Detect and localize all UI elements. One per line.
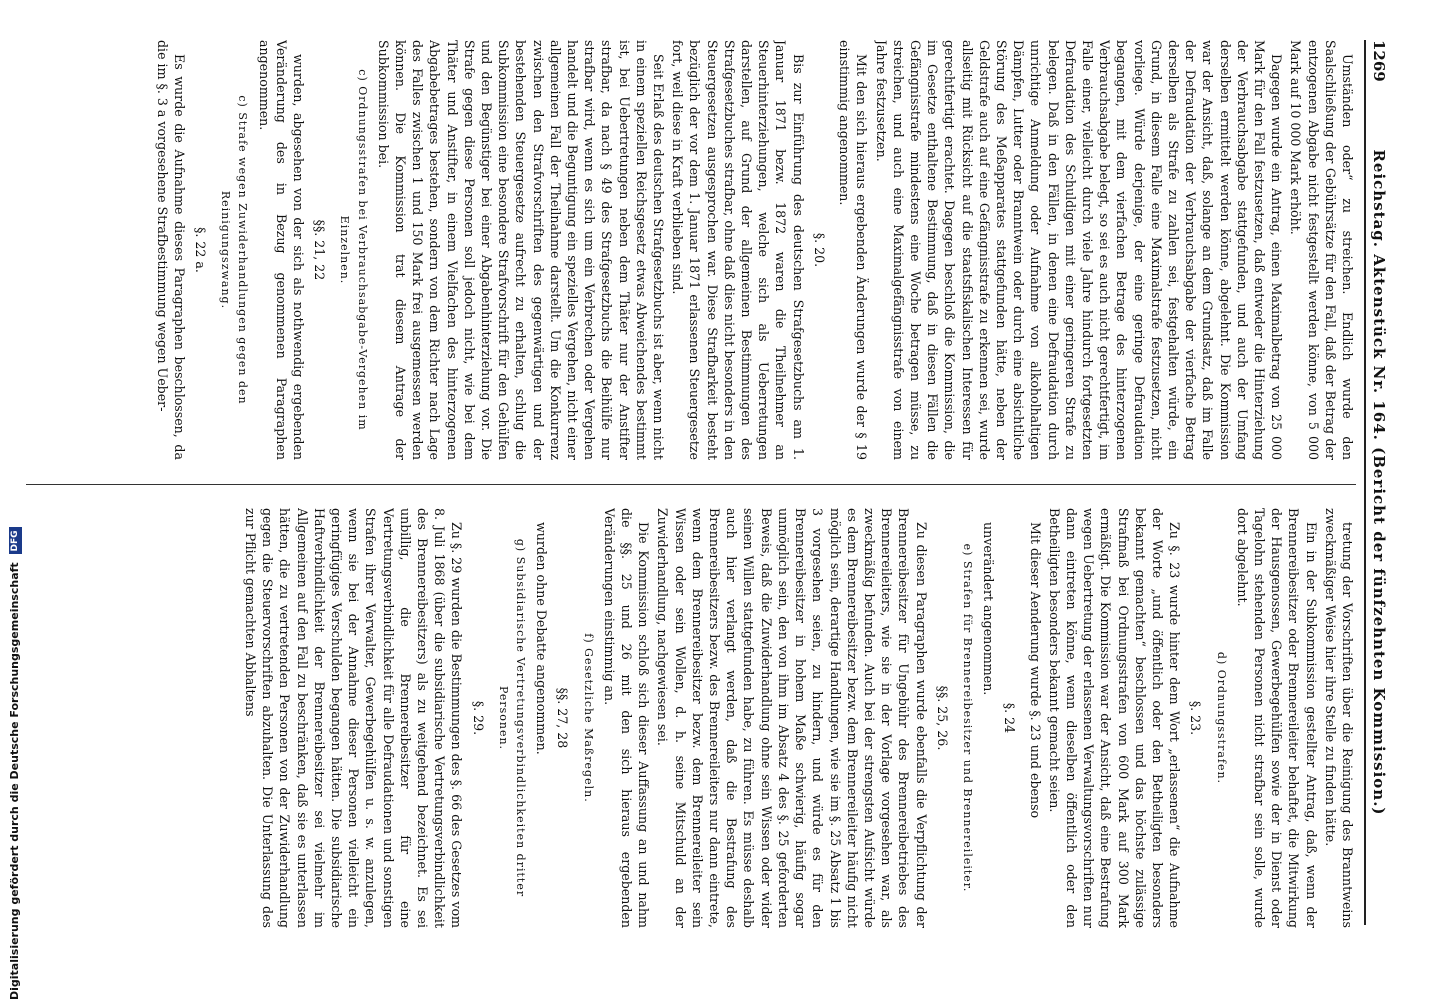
paragraph: Seit Erlaß des deutschen Strafgesetzbuchs ist aber, wenn nicht in einem speziellen Reichsgesetz etwas Abweichendes bestimmt ist, bei Uebertretungen neben dem Thäter nur der Anstifter strafbar, da nach § 49 des Strafgesetzbuchs die Beihülfe nur strafbar wird, wenn es sich um ein Verbrechen oder Vergehen handelt und die Beguntigung ein spezielles Vergehen, nicht einer allgemeinen Fall der Theilnahme darstellt. Um die Konkurrenz zwischen den Strafvorschriften des gegenwärtigen und der bestehenden Steuergesetze aufrecht zu erhalten, schlug die Subkommission eine besondere Strafvorschrift für den Gehülfen und den Begünstiger bei einer Abgabenhinterziehung vor. Die Strafe gegen diese Personen soll jedoch nicht, wie bei dem Thäter und Anstifter, in einem Vielfachen des hinterzogenen Abgabebetrages bestehen, sondern von dem Richter nach Lage des Falles zwischen 1 und 150 Mark frei ausgemessen werden können. Die Kommission trat diesem Antrage der Subkommission bei. xyxy=(375,40,667,460)
paragraph: Mit den sich hieraus ergebenden Änderungen wurde der § 19 einstimmig angenommen. xyxy=(837,40,870,460)
section-heading: §§. 27, 28 xyxy=(555,687,571,749)
paragraph: tretung der Vorschriften über die Reinigung des Branntweins zweckmäßiger Weise hier ihre Stelle zu finden hätte. xyxy=(1322,508,1355,928)
paragraph: Mit dieser Aenderung wurde §. 23 und ebenso xyxy=(1027,522,1043,819)
left-column xyxy=(16,40,1356,460)
paragraph: wurden, abgesehen von der sich als nothwendig ergebenden Veränderung des in Bezug genommenen Paragraphen angenommen. xyxy=(256,40,307,460)
paragraph: Bis zur Einführung des deutschen Strafgesetzbuchs am 1. Januar 1871 bezw. 1872 waren die Theilnehmer an Steuerhinterziehungen, welche sich als Ueberretungen darstellen, auf Grund der allgemeinen Bestimmungen des Strafgesetzbuches strafbar, ohne daß dies nicht besonders in den Steuergesetzen ausgesprochen war. Diese Strafbarkeit besteht bezüglich der vor dem 1. Januar 1871 erlassenen Steuergesetze fort, weil diese in Kraft verblieben sind. xyxy=(670,40,806,460)
paragraph: wurden ohne Debatte angenommen. xyxy=(534,522,550,755)
paragraph: Zu §. 29 wurden die Bestimmungen des §. 66 des Gesetzes vom 8. Juli 1868 (über die subsidiarische Vertretungsverbindlichkeit des Brennereibesitzers) als zu weitgehend bezeichnet. Es sei unbillig, die Brennereibesitzer für eine Vertretungsverbindlichkeit für alle Defraudationen und sonstigen Strafen ihrer Verwalter, Gewerbegehülfen u. s. w. anzulegen, wenn sie bei der Annahme dieser Personen vielleicht ein geringfügiges Verschulden begangen hätten. Die subsidiarische Haftverbindlichkeit der Brennereibesitzer sei vielmehr im Allgemeinen auf den Fall zu beschränken, daß sie es unterlassen hätten, die zu vertretenden Personen von der Zuwiderhandlung gegen die Steuervorschriften abzuhalten. Die Unterlassung des zur Pflicht gemachten Abhaltens xyxy=(243,508,465,928)
section-heading: §. 20. xyxy=(811,232,827,268)
page-title: Reichstag. Aktenstück Nr. 164. (Bericht der fünfzehnten Kommission.) xyxy=(1370,149,1388,816)
footer-text: Digitalisierung gefördert durch die Deutsche Forschungsgemeinschaft xyxy=(8,562,21,1000)
paragraph: Ein in der Subkommission gestellter Antrag, daß, wenn der Brennereibesitzer oder Brennereileiter behaftet, die Mitwirkung der Hausgenossen, Gewerbegehülfen sowie der in Dienst oder Tagelohn stehenden Personen nicht strafbar sein solle, wurde dort abgelehnt. xyxy=(1234,508,1319,928)
paragraph: Dagegen wurde ein Antrag, einen Maximalbetrag von 25 000 Mark für den Fall festzusetzen, daß entweder die Hinterziehung der Verbrauchsabgabe stattgefunden, und auch der Umfang derselben ermittelt werden könne, abgelehnt. Die Kommission war der Ansicht, daß, solange an dem Grundsatz, daß im Falle der Defraudation der Verbrauchsabgabe der vierfache Betrag derselben als Strafe zu zahlen sei, festgehalten würde, ein Grund, in diesem Falle eine Maximalstrafe festzusetzen, nicht vorliege. Würde derjenige, der eine geringe Defraudation begangen, mit dem vierfachen Betrage des hinterzogenen Verbrauchsabgabe belegt, so sei es auch nicht gerechtfertigt, im Falle einer, vielleicht durch viele Jahre hindurch fortgesetzten Defraudation des Schuldigen mit einer geringeren Strafe zu belegen. Daß in den Fällen, in denen eine Defraudation durch unrichtige Anmeldung oder Aufnahme von alkoholhaltigen Dämpfen, Lutter oder Branntwein oder durch eine absichtliche Störung des Meßapparates stattgefunden hätte, neben der Geldstrafe auch auf eine Gefängnisstrafe zu erkennen sei, wurde allseitig mit Rücksicht auf die staatsfiskalischen Interessen für gerechtfertigt erachtet. Dagegen beschloß die Kommission, die im Gesetze enthaltene Bestimmung, daß in diesen Fällen die Gefängnisstrafe mindestens eine Woche betragen müsse, zu streichen, und auch eine Maximalgefängnisstrafe von einem Jahre festzusetzen. xyxy=(873,40,1285,460)
subsection-heading: c) Ordnungsstrafen bei Verbrauchsabgabe-Vergehen im Einzelnen. xyxy=(338,69,369,431)
paragraph: Umständen oder“ zu streichen. Endlich wurde den Saalschließung der Gebührsätze für den Fall, daß der Betrag der entzogenen Abgabe nicht festgestellt werden könne, von 5 000 Mark auf 10 000 Mark erhöht. xyxy=(1288,40,1355,460)
subsection-heading: c) Strafe wegen Zuwiderhandlungen gegen den Reinigungszwang. xyxy=(219,95,250,405)
section-heading: §§. 25, 26. xyxy=(934,685,950,751)
section-heading: §. 23. xyxy=(1188,700,1204,736)
paragraph: Zu diesen Paragraphen wurde ebenfalls die Verpflichtung der Brennereibesitzer für Ungebühr des Brennereibetriebes des Brennereileiters, wie sie in der Vorlage vorgesehen war, als zweckmäßig befunden. Auch bei der strengsten Aufsicht würde es dem Brennereibesitzer bezw. dem Brennereileiter häufig nicht möglich sein, derartige Handlungen, wie sie im §. 25 Absatz 1 bis 3 vorgesehen seien, zu hindern, und würde es für den Brennereibesitzer in hohem Maße schwierig, häufig sogar unmöglich sein, den von ihm im Absatz 4 des §. 25 geforderten Beweis, daß die Zuwiderhandlung ohne sein Wissen oder wider seinen Willen stattgefunden habe, zu führen. Es müsse deshalb auch hier verlangt werden, daß die Bestrafung des Brennereibesitzers bezw. des Brennereileiters nur dann eintrete, wenn dem Brennereibesitzer bezw. dem Brennereileiter sein Wissen oder sein Wollen, d. h. seine Mitschuld an der Zuwiderhandlung, nachgewiesen sei. xyxy=(655,508,929,928)
paragraph: Zu §. 23 wurde hinter dem Wort „erlassenen“ die Aufnahme der Worte „und öffentlich oder den Betheiligten besonders bekannt gemachten“ beschlossen und das höchste zulässige Strafmaß bei Ordnungsstrafen von 600 Mark auf 300 Mark ermäßigt. Die Kommission war der Ansicht, daß eine Bestrafung wegen Uebertretung der erlassenen Verwaltungsvorschriften nur dann eintreten könne, wenn dieselben öffentlich oder den Betheiligten besonders bekannt gemacht seien. xyxy=(1046,508,1183,928)
paragraph: unverändert angenommen. xyxy=(981,522,997,696)
right-column xyxy=(16,508,1356,928)
section-heading: §. 24 xyxy=(1002,702,1018,734)
subsection-heading: f) Gesetzliche Maßregeln. xyxy=(581,633,595,803)
paragraph: Die Kommission schloß sich dieser Auffassung an und nahm die §§. 25 und 26 mit den sich hieraus ergebenden Veränderungen einstimmig an. xyxy=(601,508,652,928)
section-heading: §§. 21, 22 xyxy=(312,219,328,281)
subsection-heading: g) Subsidiarische Vertretungsverbindlichkeiten dritter Personen. xyxy=(496,538,528,898)
dfg-logo: DFG xyxy=(9,527,22,554)
subsection-heading: e) Strafen für Brennereibesitzer und Brennereileiter. xyxy=(960,543,974,893)
subsection-heading: d) Ordnungsstrafen. xyxy=(1214,651,1228,785)
paragraph: Es wurde die Aufnahme dieses Paragraphen beschlossen, da die im §. 3 a vorgesehene Strafbestimmung wegen Ueber- xyxy=(154,40,187,460)
page-number: 1269 xyxy=(1370,40,1388,82)
section-heading: §. 29. xyxy=(470,700,486,736)
section-heading: §. 22 a. xyxy=(193,227,208,273)
digitization-footer xyxy=(6,0,24,1000)
running-header xyxy=(1364,40,1388,925)
column-divider xyxy=(26,484,1356,485)
